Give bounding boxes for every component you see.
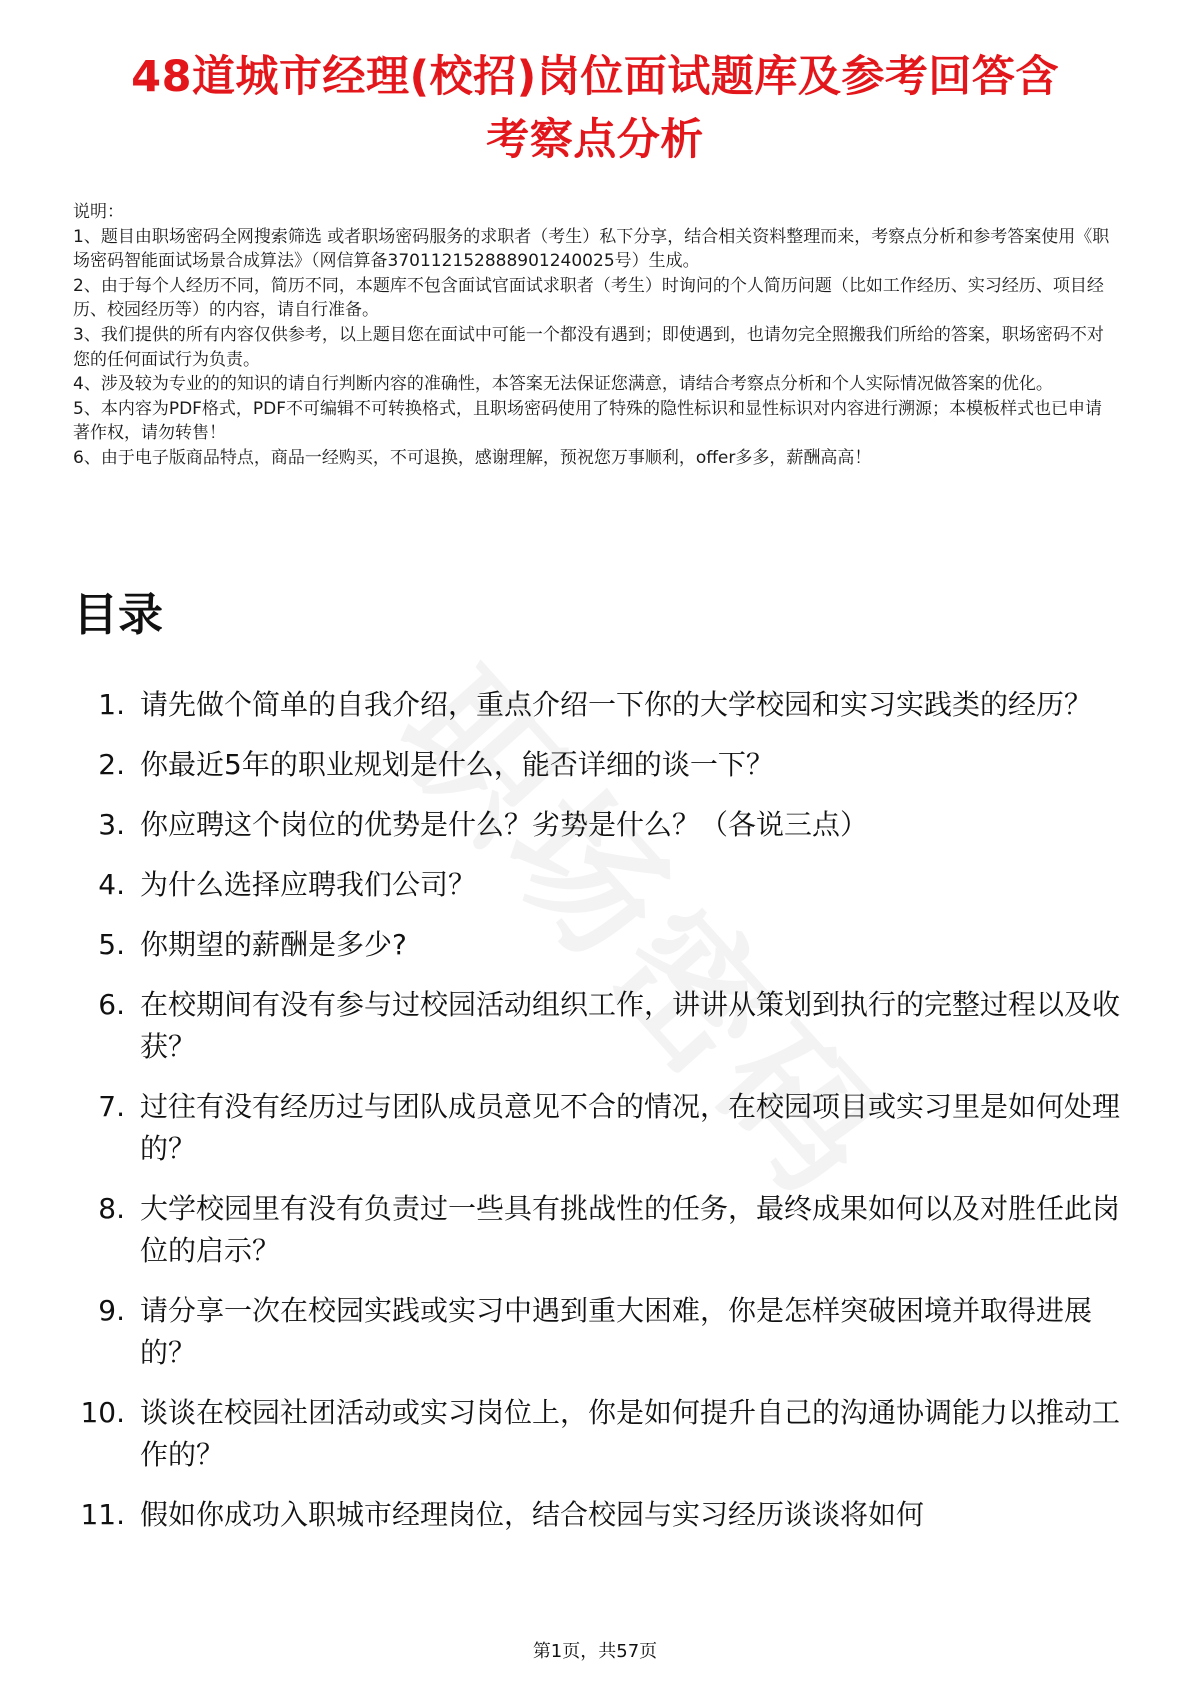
note-item-5: 5、本内容为PDF格式，PDF不可编辑不可转换格式，且职场密码使用了特殊的隐性标识和显性标识对内容进行溯源；本模板样式也已申请著作权，请勿转售！ (73, 398, 1103, 444)
toc-item-text: 谈谈在校园社团活动或实习岗位上，你是如何提升自己的沟通协调能力以推动工作的？ (140, 1396, 1121, 1471)
notes-section (73, 200, 1119, 471)
toc-item-text: 在校期间有没有参与过校园活动组织工作，讲讲从策划到执行的完整过程以及收获？ (140, 988, 1121, 1063)
toc-item[interactable] (60, 984, 1120, 1068)
toc-item-number: 8. (98, 1192, 125, 1225)
note-item-2: 2、由于每个人经历不同，简历不同，本题库不包含面试官面试求职者（考生）时询问的个人简历问题（比如工作经历、实习经历、项目经历、校园经历等）的内容，请自行准备。 (73, 275, 1104, 321)
toc-item[interactable] (60, 1290, 1120, 1374)
page-title-line-2: 考察点分析 (486, 115, 704, 165)
toc-item-number: 7. (98, 1090, 125, 1123)
toc-item-number: 11. (80, 1498, 125, 1531)
toc-item-text: 请先做个简单的自我介绍，重点介绍一下你的大学校园和实习实践类的经历？ (140, 688, 1093, 721)
toc-item-text: 你应聘这个岗位的优势是什么？劣势是什么？（各说三点） (140, 808, 869, 841)
toc-item-text: 大学校园里有没有负责过一些具有挑战性的任务，最终成果如何以及对胜任此岗位的启示？ (140, 1192, 1121, 1267)
toc-item[interactable] (60, 1086, 1120, 1170)
toc-item-text: 请分享一次在校园实践或实习中遇到重大困难，你是怎样突破困境并取得进展的？ (140, 1294, 1093, 1369)
note-item-3: 3、我们提供的所有内容仅供参考，以上题目您在面试中可能一个都没有遇到；即使遇到，也请勿完全照搬我们所给的答案，职场密码不对您的任何面试行为负责。 (73, 324, 1104, 370)
note-item-4: 4、涉及较为专业的的知识的请自行判断内容的准确性，本答案无法保证您满意，请结合考察点分析和个人实际情况做答案的优化。 (73, 374, 1053, 395)
toc-list (60, 684, 1120, 1554)
toc-item-text: 为什么选择应聘我们公司？ (140, 868, 477, 901)
toc-item-number: 10. (80, 1396, 125, 1429)
notes-heading: 说明： (73, 202, 124, 222)
toc-item[interactable] (60, 1392, 1120, 1476)
toc-item[interactable] (60, 1188, 1120, 1272)
toc-item[interactable] (60, 744, 1120, 786)
page-title (60, 46, 1130, 172)
note-item-6: 6、由于电子版商品特点，商品一经购买，不可退换，感谢理解，预祝您万事顺利，offer多多，薪酬高高！ (73, 447, 872, 468)
toc-item-number: 4. (98, 868, 125, 901)
toc-item-text: 你期望的薪酬是多少? (140, 928, 407, 961)
toc-item[interactable] (60, 684, 1120, 726)
note-item-1: 1、题目由职场密码全网搜索筛选 或者职场密码服务的求职者（考生）私下分享，结合相关资料整理而来，考察点分析和参考答案使用《职场密码智能面试场景合成算法》（网信算备370112152888901240025号）生成。 (73, 226, 1110, 272)
toc-item[interactable] (60, 1494, 1120, 1536)
page-footer: 第1页，共57页 (532, 1641, 658, 1662)
toc-item-number: 6. (98, 988, 125, 1021)
toc-heading: 目录 (73, 588, 164, 641)
toc-item-number: 3. (98, 808, 125, 841)
toc-item-number: 2. (98, 748, 125, 781)
toc-item[interactable] (60, 804, 1120, 846)
page-title-line-1: 48道城市经理(校招)岗位面试题库及参考回答含 (131, 52, 1059, 102)
toc-item-number: 1. (98, 688, 125, 721)
toc-item[interactable] (60, 924, 1120, 966)
toc-item-text: 你最近5年的职业规划是什么，能否详细的谈一下？ (140, 748, 774, 781)
toc-item-text: 过往有没有经历过与团队成员意见不合的情况，在校园项目或实习里是如何处理的？ (140, 1090, 1121, 1165)
toc-item[interactable] (60, 864, 1120, 906)
toc-item-number: 5. (98, 928, 125, 961)
toc-item-text: 假如你成功入职城市经理岗位，结合校园与实习经历谈谈将如何 (140, 1498, 925, 1531)
toc-item-number: 9. (98, 1294, 125, 1327)
